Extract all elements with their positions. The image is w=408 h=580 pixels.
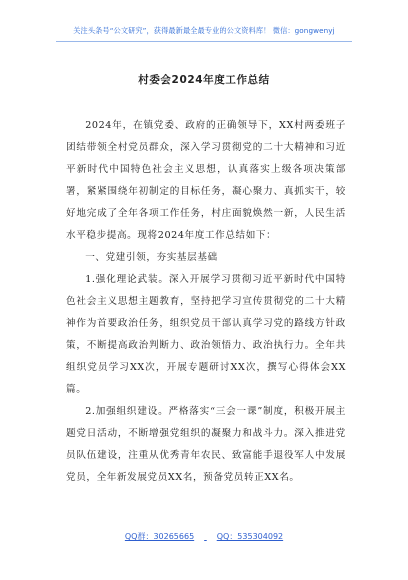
header-promo-note: 关注头条号“公文研究”，获得最新最全最专业的公文资料库！ 微信：gongwenyj <box>73 26 335 35</box>
paragraph-theory: 1.强化理论武装。深入开展学习贯彻习近平新时代中国特色社会主义思想主题教育，坚持把学习宣传贯彻党的二十大精神作为首要政治任务，组织党员干部认真学习党的路线方针政策，不断提高政治判断力、政治领悟力、政治执行力。全年共组织党员学习XX次，开展专题研讨XX次，撰写心得体会XX篇。 <box>66 274 346 395</box>
document-title: 村委会2024年度工作总结 <box>138 74 270 86</box>
footer-qq-number[interactable]: QQ：535304092 <box>216 532 284 541</box>
footer-qq-group[interactable]: QQ群：30265665 <box>124 532 195 541</box>
footer-contacts <box>0 531 408 542</box>
paragraph-organization: 2.加强组织建设。严格落实“三会一课”制度，积极开展主题党日活动，不断增强党组织的凝聚力和战斗力。深入推进党员队伍建设，注重从优秀青年农民、致富能手退役军人中发展党员，全年新发展党员XX名，预备党员转正XX名。 <box>66 406 346 483</box>
header-divider <box>56 41 352 42</box>
paragraph-intro: 2024年，在镇党委、政府的正确领导下，XX村两委班子团结带领全村党员群众，深入学习贯彻党的二十大精神和习近平新时代中国特色社会主义思想，认真落实上级各项决策部署，紧紧围绕年初制定的目标任务，凝心聚力、真抓实干，较好地完成了全年各项工作任务，村庄面貌焕然一新，人民生活水平稳步提高。现将2024年度工作总结如下： <box>66 120 346 241</box>
section-heading-1: 一、党建引领，夯实基层基础 <box>85 252 218 263</box>
document-body <box>66 115 346 489</box>
